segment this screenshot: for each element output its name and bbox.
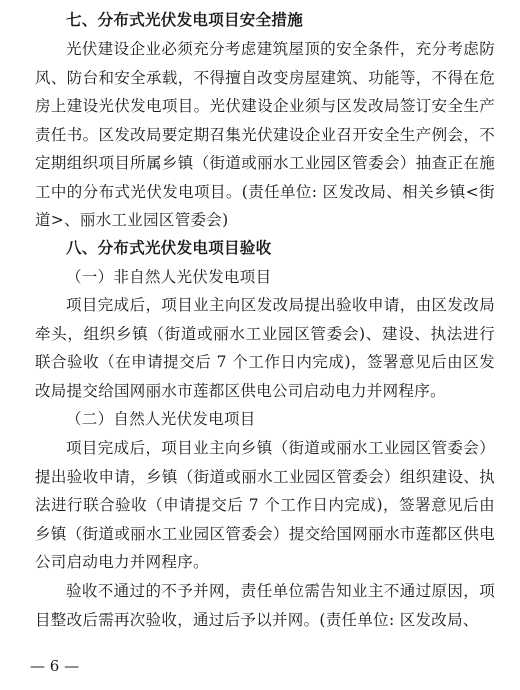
section-8-heading: 八、分布式光伏发电项目验收 [66,239,272,257]
subsection-2-heading: （二）自然人光伏发电项目 [66,410,256,428]
section-7-paragraph: 光伏建设企业必须充分考虑建筑屋顶的安全条件，充分考虑防风、防台和安全承载，不得擅自改变房屋建筑、功能等，不得在危房上建设光伏发电项目。光伏建设企业须与区发改局签订安全生产责任书。区发改局要定期召集光伏建设企业召开安全生产例会，不定期组织项目所属乡镇（街道或丽水工业园区管委会）抽查正在施工中的分布式光伏发电项目。(责任单位: 区发改局、相关乡镇<街道>、丽水工业园区管委会) [35,40,495,229]
page-number: — 6 — [30,657,80,675]
closing-paragraph: 验收不通过的不予并网，责任单位需告知业主不通过原因，项目整改后需再次验收，通过后予以并网。(责任单位: 区发改局、 [35,582,495,629]
subsection-2-paragraph: 项目完成后，项目业主向乡镇（街道或丽水工业园区管委会）提出验收申请，乡镇（街道或丽水工业园区管委会）组织建设、执法进行联合验收（申请提交后 7 个工作日内完成)，签署意见后由乡镇（街道或丽水工业园区管委会）提交给国网丽水市莲都区供电公司启动电力并网程序。 [35,439,495,571]
section-7-heading: 七、分布式光伏发电项目安全措施 [66,11,304,29]
subsection-1-paragraph: 项目完成后，项目业主向区发改局提出验收申请，由区发改局牵头，组织乡镇（街道或丽水工业园区管委会)、建设、执法进行联合验收（在申请提交后 7 个工作日内完成)，签署意见后由区发改局提交给国网丽水市莲都区供电公司启动电力并网程序。 [35,296,495,400]
subsection-1-heading: （一）非自然人光伏发电项目 [66,268,272,286]
